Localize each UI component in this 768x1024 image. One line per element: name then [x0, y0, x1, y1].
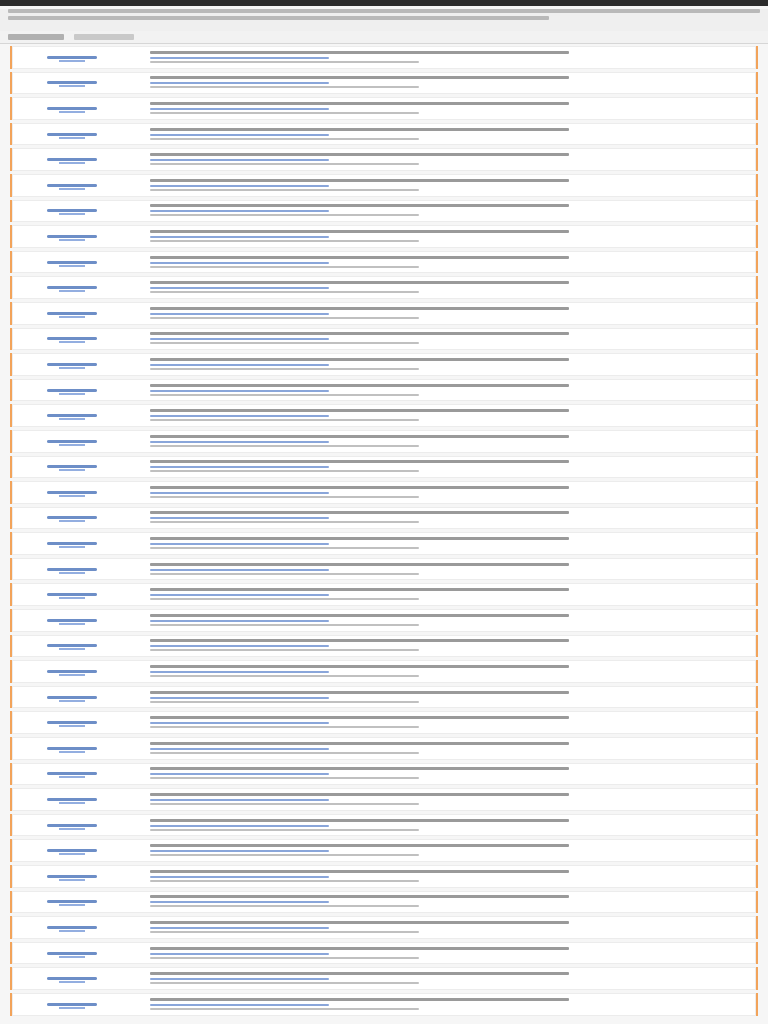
event-location-line — [150, 394, 419, 396]
event-card[interactable] — [10, 942, 758, 965]
event-card[interactable] — [10, 148, 758, 171]
event-title-line[interactable] — [150, 230, 569, 233]
event-card[interactable] — [10, 430, 758, 453]
event-list — [0, 44, 768, 1016]
event-location-line — [150, 547, 419, 549]
event-logo — [12, 763, 132, 786]
event-logo — [12, 328, 132, 351]
event-info — [132, 125, 756, 144]
event-date-line — [150, 415, 329, 417]
event-card[interactable] — [10, 635, 758, 658]
event-title-line[interactable] — [150, 691, 569, 694]
event-card[interactable] — [10, 97, 758, 120]
event-location-line — [150, 829, 419, 831]
event-info — [132, 739, 756, 758]
event-info — [132, 406, 756, 425]
logo-mark-icon — [47, 107, 97, 110]
event-title-line[interactable] — [150, 947, 569, 950]
event-card[interactable] — [10, 507, 758, 530]
event-info — [132, 329, 756, 348]
event-location-line — [150, 138, 419, 140]
event-date-line — [150, 338, 329, 340]
logo-mark-icon — [47, 542, 97, 545]
event-location-line — [150, 752, 419, 754]
event-title-line[interactable] — [150, 819, 569, 822]
logo-mark-icon — [47, 491, 97, 494]
event-location-line — [150, 777, 419, 779]
event-info — [132, 73, 756, 92]
event-card[interactable] — [10, 865, 758, 888]
logo-mark-icon — [47, 619, 97, 622]
event-date-line — [150, 1004, 329, 1006]
event-date-line — [150, 620, 329, 622]
event-info — [132, 150, 756, 169]
event-location-line — [150, 163, 419, 165]
event-date-line — [150, 108, 329, 110]
event-card[interactable] — [10, 916, 758, 939]
logo-mark-icon — [47, 952, 97, 955]
event-title-line[interactable] — [150, 102, 569, 105]
event-info — [132, 892, 756, 911]
event-title-line[interactable] — [150, 895, 569, 898]
event-location-line — [150, 86, 419, 88]
event-logo — [12, 148, 132, 171]
event-location-line — [150, 624, 419, 626]
logo-mark-icon — [47, 747, 97, 750]
event-logo — [12, 430, 132, 453]
top-bar — [0, 0, 768, 6]
event-info — [132, 253, 756, 272]
event-info — [132, 457, 756, 476]
event-title-line[interactable] — [150, 76, 569, 79]
event-info — [132, 585, 756, 604]
event-location-line — [150, 982, 419, 984]
event-title-line[interactable] — [150, 972, 569, 975]
event-location-line — [150, 931, 419, 933]
event-logo — [12, 532, 132, 555]
event-info — [132, 867, 756, 886]
event-date-line — [150, 159, 329, 161]
event-location-line — [150, 649, 419, 651]
event-date-line — [150, 57, 329, 59]
event-logo — [12, 251, 132, 274]
event-title-line[interactable] — [150, 435, 569, 438]
logo-mark-icon — [47, 56, 97, 59]
event-location-line — [150, 803, 419, 805]
event-info — [132, 432, 756, 451]
event-title-line[interactable] — [150, 588, 569, 591]
event-title-line[interactable] — [150, 460, 569, 463]
event-date-line — [150, 466, 329, 468]
event-logo — [12, 200, 132, 223]
logo-mark-icon — [47, 286, 97, 289]
event-info — [132, 508, 756, 527]
event-logo — [12, 660, 132, 683]
event-info — [132, 483, 756, 502]
event-date-line — [150, 850, 329, 852]
event-location-line — [150, 905, 419, 907]
event-card[interactable] — [10, 379, 758, 402]
logo-mark-icon — [47, 81, 97, 84]
logo-mark-icon — [47, 849, 97, 852]
event-info — [132, 534, 756, 553]
event-title-line[interactable] — [150, 179, 569, 182]
event-title-line[interactable] — [150, 384, 569, 387]
event-date-line — [150, 185, 329, 187]
event-location-line — [150, 496, 419, 498]
logo-mark-icon — [47, 772, 97, 775]
logo-mark-icon — [47, 875, 97, 878]
event-date-line — [150, 313, 329, 315]
logo-mark-icon — [47, 235, 97, 238]
event-title-line[interactable] — [150, 639, 569, 642]
event-title-line[interactable] — [150, 204, 569, 207]
event-location-line — [150, 266, 419, 268]
event-info — [132, 227, 756, 246]
event-location-line — [150, 470, 419, 472]
event-date-line — [150, 773, 329, 775]
event-logo — [12, 558, 132, 581]
event-card[interactable] — [10, 276, 758, 299]
event-location-line — [150, 880, 419, 882]
event-card[interactable] — [10, 328, 758, 351]
event-location-line — [150, 598, 419, 600]
logo-mark-icon — [47, 158, 97, 161]
event-title-line[interactable] — [150, 511, 569, 514]
event-title-line[interactable] — [150, 844, 569, 847]
event-date-line — [150, 210, 329, 212]
event-date-line — [150, 134, 329, 136]
event-date-line — [150, 978, 329, 980]
event-date-line — [150, 799, 329, 801]
event-info — [132, 611, 756, 630]
logo-mark-icon — [47, 363, 97, 366]
event-date-line — [150, 645, 329, 647]
event-card[interactable] — [10, 532, 758, 555]
event-logo — [12, 302, 132, 325]
event-info — [132, 841, 756, 860]
event-card[interactable] — [10, 353, 758, 376]
event-info — [132, 713, 756, 732]
event-card[interactable] — [10, 788, 758, 811]
event-info — [132, 201, 756, 220]
event-date-line — [150, 927, 329, 929]
logo-mark-icon — [47, 593, 97, 596]
event-card[interactable] — [10, 251, 758, 274]
logo-mark-icon — [47, 465, 97, 468]
event-logo — [12, 225, 132, 248]
logo-mark-icon — [47, 1003, 97, 1006]
event-card[interactable] — [10, 583, 758, 606]
event-logo — [12, 456, 132, 479]
event-date-line — [150, 722, 329, 724]
page-subtitle-placeholder — [8, 16, 549, 20]
event-logo — [12, 481, 132, 504]
event-title-line[interactable] — [150, 716, 569, 719]
page-title-placeholder — [8, 9, 760, 13]
logo-mark-icon — [47, 926, 97, 929]
logo-mark-icon — [47, 900, 97, 903]
logo-mark-icon — [47, 798, 97, 801]
event-logo — [12, 72, 132, 95]
tab-bar — [0, 31, 768, 44]
event-info — [132, 995, 756, 1014]
event-date-line — [150, 671, 329, 673]
event-location-line — [150, 240, 419, 242]
event-title-line[interactable] — [150, 614, 569, 617]
event-logo — [12, 814, 132, 837]
logo-mark-icon — [47, 184, 97, 187]
event-title-line[interactable] — [150, 281, 569, 284]
logo-mark-icon — [47, 644, 97, 647]
event-location-line — [150, 112, 419, 114]
event-card[interactable] — [10, 558, 758, 581]
tab-0[interactable] — [8, 34, 64, 40]
event-date-line — [150, 748, 329, 750]
event-info — [132, 99, 756, 118]
event-logo — [12, 788, 132, 811]
event-card[interactable] — [10, 660, 758, 683]
event-logo — [12, 379, 132, 402]
event-title-line[interactable] — [150, 767, 569, 770]
event-card[interactable] — [10, 200, 758, 223]
event-title-line[interactable] — [150, 998, 569, 1001]
event-card[interactable] — [10, 174, 758, 197]
event-card[interactable] — [10, 686, 758, 709]
event-logo — [12, 174, 132, 197]
event-title-line[interactable] — [150, 486, 569, 489]
event-date-line — [150, 441, 329, 443]
event-title-line[interactable] — [150, 128, 569, 131]
event-location-line — [150, 701, 419, 703]
event-date-line — [150, 364, 329, 366]
event-info — [132, 918, 756, 937]
event-date-line — [150, 262, 329, 264]
event-info — [132, 355, 756, 374]
event-date-line — [150, 569, 329, 571]
event-card[interactable] — [10, 225, 758, 248]
event-location-line — [150, 1008, 419, 1010]
event-location-line — [150, 573, 419, 575]
event-location-line — [150, 317, 419, 319]
event-card[interactable] — [10, 711, 758, 734]
logo-mark-icon — [47, 312, 97, 315]
event-info — [132, 48, 756, 67]
logo-mark-icon — [47, 568, 97, 571]
event-date-line — [150, 390, 329, 392]
event-title-line[interactable] — [150, 793, 569, 796]
event-card[interactable] — [10, 302, 758, 325]
logo-mark-icon — [47, 824, 97, 827]
event-title-line[interactable] — [150, 256, 569, 259]
event-logo — [12, 711, 132, 734]
event-logo — [12, 276, 132, 299]
event-info — [132, 304, 756, 323]
event-logo — [12, 609, 132, 632]
event-card[interactable] — [10, 123, 758, 146]
event-title-line[interactable] — [150, 742, 569, 745]
event-logo — [12, 967, 132, 990]
logo-mark-icon — [47, 389, 97, 392]
event-info — [132, 816, 756, 835]
event-info — [132, 278, 756, 297]
event-date-line — [150, 236, 329, 238]
event-info — [132, 560, 756, 579]
event-card[interactable] — [10, 839, 758, 862]
logo-mark-icon — [47, 337, 97, 340]
event-date-line — [150, 287, 329, 289]
event-info — [132, 969, 756, 988]
tab-1[interactable] — [74, 34, 134, 40]
event-logo — [12, 942, 132, 965]
event-logo — [12, 353, 132, 376]
event-location-line — [150, 61, 419, 63]
event-date-line — [150, 825, 329, 827]
event-date-line — [150, 82, 329, 84]
page-header — [0, 9, 768, 31]
event-title-line[interactable] — [150, 358, 569, 361]
event-card[interactable] — [10, 404, 758, 427]
event-info — [132, 688, 756, 707]
event-title-line[interactable] — [150, 307, 569, 310]
event-date-line — [150, 697, 329, 699]
event-info — [132, 944, 756, 963]
event-info — [132, 636, 756, 655]
event-date-line — [150, 876, 329, 878]
logo-mark-icon — [47, 440, 97, 443]
event-title-line[interactable] — [150, 153, 569, 156]
event-card[interactable] — [10, 46, 758, 69]
event-card[interactable] — [10, 609, 758, 632]
event-logo — [12, 635, 132, 658]
logo-mark-icon — [47, 516, 97, 519]
event-date-line — [150, 517, 329, 519]
event-info — [132, 176, 756, 195]
event-info — [132, 790, 756, 809]
event-card[interactable] — [10, 891, 758, 914]
event-logo — [12, 737, 132, 760]
logo-mark-icon — [47, 696, 97, 699]
event-card[interactable] — [10, 814, 758, 837]
event-logo — [12, 507, 132, 530]
event-card[interactable] — [10, 763, 758, 786]
event-logo — [12, 839, 132, 862]
event-location-line — [150, 957, 419, 959]
event-date-line — [150, 594, 329, 596]
event-location-line — [150, 675, 419, 677]
event-info — [132, 662, 756, 681]
event-title-line[interactable] — [150, 921, 569, 924]
event-date-line — [150, 543, 329, 545]
event-logo — [12, 97, 132, 120]
event-title-line[interactable] — [150, 332, 569, 335]
event-title-line[interactable] — [150, 665, 569, 668]
event-location-line — [150, 419, 419, 421]
event-location-line — [150, 189, 419, 191]
event-location-line — [150, 445, 419, 447]
event-card[interactable] — [10, 737, 758, 760]
logo-mark-icon — [47, 721, 97, 724]
logo-mark-icon — [47, 261, 97, 264]
event-logo — [12, 583, 132, 606]
event-logo — [12, 404, 132, 427]
event-title-line[interactable] — [150, 409, 569, 412]
event-location-line — [150, 342, 419, 344]
event-title-line[interactable] — [150, 51, 569, 54]
event-title-line[interactable] — [150, 537, 569, 540]
event-location-line — [150, 291, 419, 293]
event-date-line — [150, 901, 329, 903]
event-card[interactable] — [10, 993, 758, 1016]
event-card[interactable] — [10, 72, 758, 95]
event-date-line — [150, 953, 329, 955]
event-card[interactable] — [10, 481, 758, 504]
event-title-line[interactable] — [150, 870, 569, 873]
event-location-line — [150, 726, 419, 728]
event-location-line — [150, 368, 419, 370]
logo-mark-icon — [47, 670, 97, 673]
logo-mark-icon — [47, 209, 97, 212]
event-date-line — [150, 492, 329, 494]
event-location-line — [150, 521, 419, 523]
event-logo — [12, 686, 132, 709]
event-info — [132, 381, 756, 400]
event-logo — [12, 916, 132, 939]
event-info — [132, 764, 756, 783]
event-logo — [12, 46, 132, 69]
event-location-line — [150, 214, 419, 216]
logo-mark-icon — [47, 414, 97, 417]
event-logo — [12, 865, 132, 888]
event-card[interactable] — [10, 456, 758, 479]
event-card[interactable] — [10, 967, 758, 990]
event-logo — [12, 993, 132, 1016]
event-title-line[interactable] — [150, 563, 569, 566]
event-location-line — [150, 854, 419, 856]
event-logo — [12, 891, 132, 914]
event-logo — [12, 123, 132, 146]
logo-mark-icon — [47, 977, 97, 980]
logo-mark-icon — [47, 133, 97, 136]
